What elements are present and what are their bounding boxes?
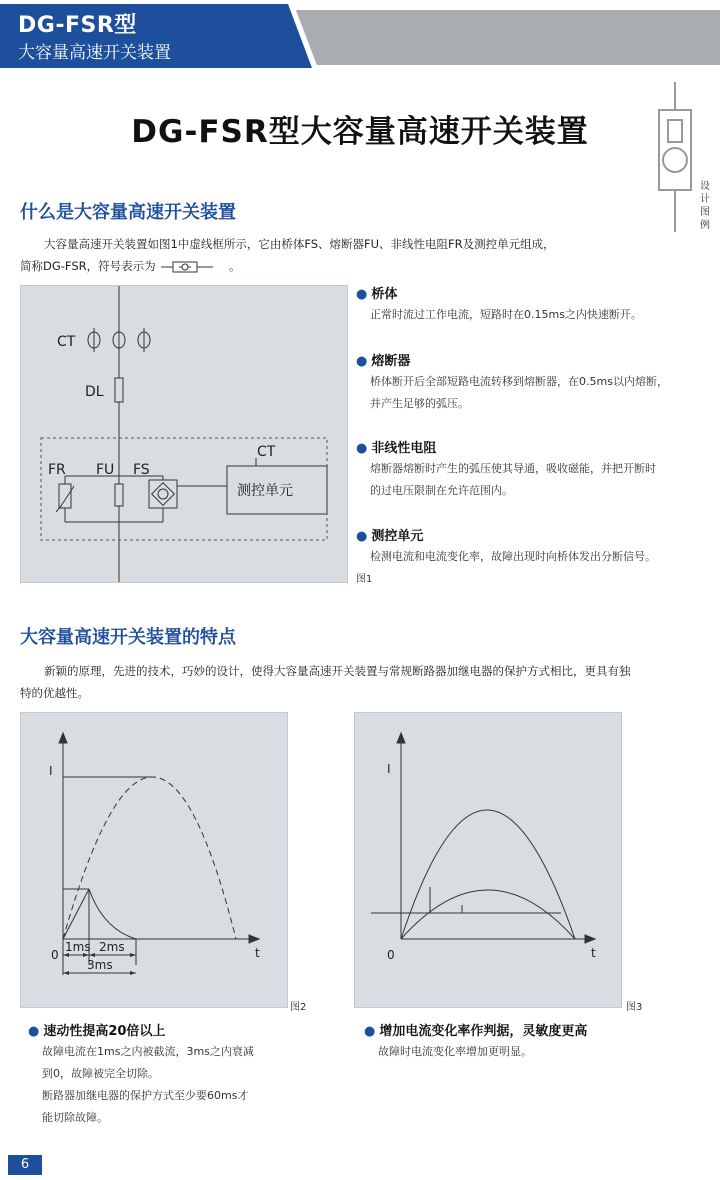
section2-title: 大容量高速开关装置的特点 <box>20 627 236 648</box>
component-item: ● 非线性电阻 熔断器熔断时产生的弧压使其导通，吸收磁能，并把开断时 的过电压限制在允许范围内。 <box>356 441 656 497</box>
figure1-caption: 图1 <box>356 574 373 585</box>
bullet-dot-icon: ● <box>364 1024 376 1039</box>
figure1-panel <box>20 285 348 583</box>
fsr-inline-symbol-icon <box>159 261 215 273</box>
fig2-y-label: I <box>49 764 53 778</box>
fig2-dim-3ms: 3ms <box>87 958 113 972</box>
section2-intro-line2: 特的优越性。 <box>20 686 89 700</box>
feature2: ● 增加电流变化率作判据，灵敏度更高 故障时电流变化率增加更明显。 <box>364 1024 588 1058</box>
figure1-diagram <box>21 286 347 582</box>
page-title: DG-FSR型大容量高速开关装置 <box>131 114 589 150</box>
control-unit-label: 测控单元 <box>237 483 293 499</box>
fig2-origin-label: 0 <box>51 948 59 962</box>
component-list <box>356 283 716 568</box>
section1-title: 什么是大容量高速开关装置 <box>20 202 236 223</box>
bullet-dot-icon: ● <box>356 287 368 302</box>
figure3-caption: 图3 <box>626 1002 643 1013</box>
fig3-origin-label: 0 <box>387 948 395 962</box>
fsr-symbol-icon <box>655 82 695 232</box>
fig3-x-label: t <box>591 946 596 960</box>
figure2-panel <box>20 712 288 1008</box>
bullet-dot-icon: ● <box>356 529 368 544</box>
section1-intro-line1: 大容量高速开关装置如图1中虚线框所示，它由桥体FS、熔断器FU、非线性电阻FR及测控单元组成， <box>44 237 555 251</box>
component-item: ● 熔断器 桥体断开后全部短路电流转移到熔断器，在0.5ms以内熔断， 并产生足够的弧压。 <box>356 354 668 410</box>
fig2-dim-1ms: 1ms <box>65 940 91 954</box>
page-number: 6 <box>8 1155 42 1175</box>
figure2-chart <box>21 713 287 1007</box>
label-ct-box: CT <box>257 444 276 460</box>
feature1: ● 速动性提高20倍以上 故障电流在1ms之内被截流，3ms之内衰减 到0，故障被完全切除。 断路器加继电器的保护方式至少要60ms才 能切除故障。 <box>28 1024 254 1124</box>
fig2-dim-2ms: 2ms <box>99 940 125 954</box>
header-model: DG-FSR型 <box>18 13 137 38</box>
label-dl: DL <box>85 384 104 400</box>
component-item: ● 桥体 正常时流过工作电流，短路时在0.15ms之内快速断开。 <box>356 287 642 321</box>
header-subtitle: 大容量高速开关装置 <box>18 43 171 63</box>
component-item: ● 测控单元 检测电流和电流变化率，故障出现时向桥体发出分断信号。 <box>356 529 656 563</box>
label-fu: FU <box>96 462 115 478</box>
label-fs: FS <box>133 462 150 478</box>
section2-intro-line1: 新颖的原理，先进的技术，巧妙的设计，使得大容量高速开关装置与常规断路器加继电器的保护方式相比，更具有独 <box>44 664 631 678</box>
side-label: 设 计 图 例 <box>700 181 710 231</box>
label-fr: FR <box>48 462 66 478</box>
bullet-dot-icon: ● <box>356 354 368 369</box>
figure2-caption: 图2 <box>290 1002 307 1013</box>
figure3-chart <box>355 713 621 1007</box>
label-ct-top: CT <box>57 334 76 350</box>
bullet-dot-icon: ● <box>28 1024 40 1039</box>
bullet-dot-icon: ● <box>356 441 368 456</box>
figure3-panel <box>354 712 622 1008</box>
fig2-x-label: t <box>255 946 260 960</box>
section1-intro-line2: 简称DG-FSR，符号表示为 。 <box>20 259 241 273</box>
fig3-y-label: I <box>387 762 391 776</box>
